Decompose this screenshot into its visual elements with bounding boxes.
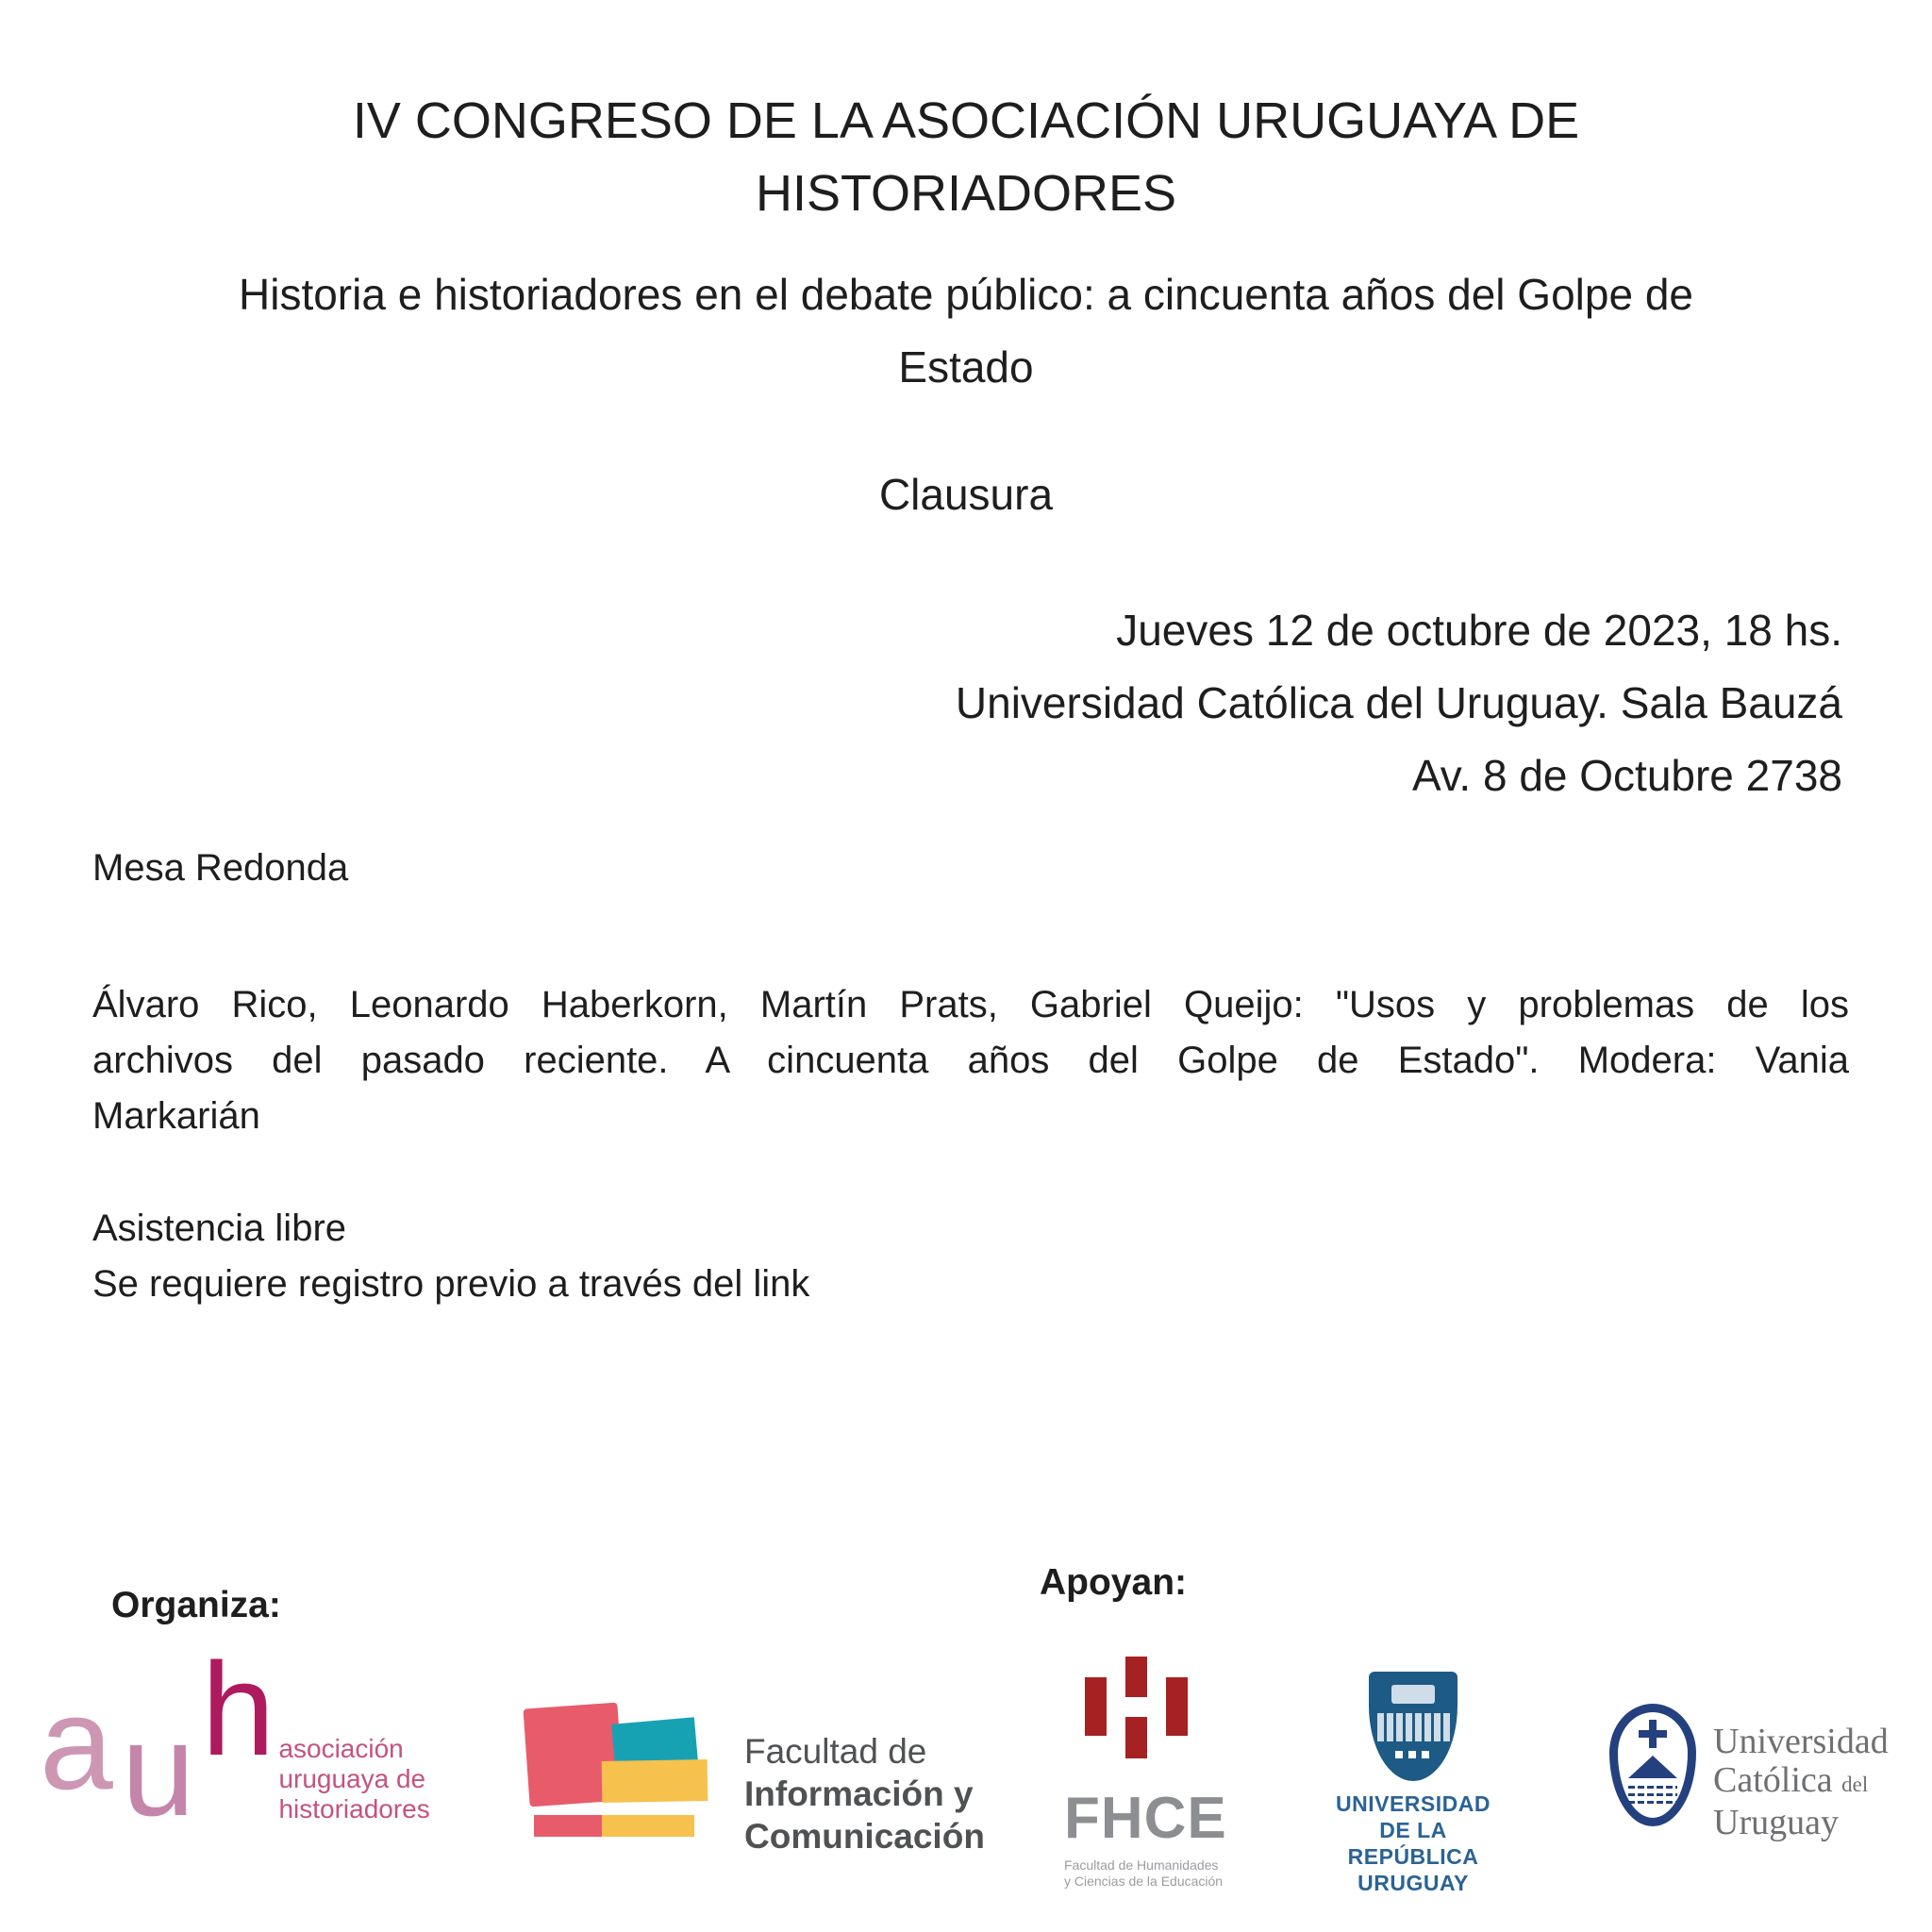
congress-subtitle-line-2: Estado xyxy=(898,342,1034,391)
organiza-label: Organiza: xyxy=(111,1585,281,1625)
udelar-columns-band xyxy=(1374,1713,1452,1741)
fic-name-line-1: Facultad de xyxy=(744,1732,927,1771)
fhce-bar-mid-top xyxy=(1125,1657,1147,1697)
roundtable-line-3: Markarián xyxy=(92,1095,260,1137)
attendance-note: Asistencia libre xyxy=(92,1208,347,1249)
fic-logo-mark xyxy=(521,1698,714,1844)
auh-letter-a: a xyxy=(40,1669,102,1817)
fhce-bar-mid-bottom xyxy=(1125,1717,1147,1758)
auh-name-line-2: uruguaya de xyxy=(278,1764,426,1793)
fic-logo-text xyxy=(744,1730,985,1857)
auh-logo-mark xyxy=(40,1635,264,1843)
auh-letter-h: h xyxy=(201,1635,264,1783)
mountain-icon xyxy=(1628,1756,1677,1778)
udelar-logo-text xyxy=(1319,1790,1507,1896)
ucu-emblem-icon xyxy=(1609,1704,1696,1826)
event-details xyxy=(0,594,1932,812)
event-venue: Universidad Católica del Uruguay. Sala Bauzá xyxy=(955,678,1842,727)
attendance-block xyxy=(0,1201,1932,1312)
ucu-logo-text xyxy=(1713,1723,1889,1842)
auh-letter-u: u xyxy=(121,1695,184,1843)
fic-name-line-2: Información y xyxy=(744,1774,974,1813)
section-heading: Mesa Redonda xyxy=(92,847,349,889)
udelar-shield-icon xyxy=(1369,1672,1457,1781)
auh-logo xyxy=(40,1635,430,1843)
congress-title-line-2: HISTORIADORES xyxy=(755,165,1177,222)
fhce-name-line-1: Facultad de Humanidades xyxy=(1064,1857,1219,1873)
cross-icon xyxy=(1639,1720,1667,1748)
roundtable-paragraph xyxy=(0,977,1932,1144)
event-datetime: Jueves 12 de octubre de 2023, 18 hs. xyxy=(1116,606,1842,655)
udelar-name-line-1: UNIVERSIDAD xyxy=(1336,1791,1491,1816)
udelar-dots xyxy=(1395,1751,1429,1758)
waves-icon xyxy=(1628,1786,1677,1808)
udelar-name-line-3: URUGUAY xyxy=(1357,1871,1469,1895)
fhce-logo-text xyxy=(1064,1857,1234,1890)
roundtable-line-1: Álvaro Rico, Leonardo Haberkorn, Martín Prats, Gabriel Queijo: "Usos y problemas de los xyxy=(92,984,1849,1025)
fic-logo xyxy=(521,1698,985,1857)
udelar-pediment xyxy=(1391,1685,1435,1704)
ucu-name-del: del xyxy=(1841,1773,1869,1796)
fic-bottom-red-bar xyxy=(534,1815,602,1837)
apoyan-label: Apoyan: xyxy=(1040,1562,1187,1603)
fic-yellow-shape xyxy=(602,1759,708,1803)
registration-note: Se requiere registro previo a través del link xyxy=(92,1263,810,1305)
congress-title-line-1: IV CONGRESO DE LA ASOCIACIÓN URUGUAYA DE xyxy=(352,92,1580,149)
event-address: Av. 8 de Octubre 2738 xyxy=(1411,751,1842,800)
fhce-logo xyxy=(1064,1657,1234,1890)
fhce-h-mark-icon xyxy=(1077,1657,1200,1758)
fhce-bar-left xyxy=(1085,1677,1107,1736)
udelar-logo xyxy=(1319,1672,1507,1896)
ucu-name-line-1: Universidad xyxy=(1713,1722,1889,1761)
fhce-name-line-2: y Ciencias de la Educación xyxy=(1064,1874,1224,1889)
congress-subtitle-line-1: Historia e historiadores en el debate público: a cincuenta años del Golpe de xyxy=(239,270,1693,319)
fhce-bar-right xyxy=(1166,1677,1188,1736)
congress-subtitle xyxy=(0,258,1932,404)
fic-name-line-3: Comunicación xyxy=(744,1817,985,1856)
fic-bottom-yellow-bar xyxy=(602,1815,694,1837)
session-name: Clausura xyxy=(878,470,1054,519)
auh-logo-text xyxy=(278,1734,429,1824)
auh-name-line-3: historiadores xyxy=(278,1794,430,1824)
ucu-name-catolica: Católica xyxy=(1713,1760,1833,1800)
auh-name-line-1: asociación xyxy=(278,1734,404,1763)
ucu-logo xyxy=(1609,1704,1889,1842)
ucu-name-line-3: Uruguay xyxy=(1713,1803,1839,1842)
udelar-name-line-2: DE LA REPÚBLICA xyxy=(1347,1818,1479,1869)
fhce-acronym: FHCE xyxy=(1064,1786,1227,1851)
ucu-name-line-2 xyxy=(1713,1761,1889,1804)
roundtable-line-2: archivos del pasado reciente. A cincuenta años del Golpe de Estado". Modera: Vania xyxy=(92,1040,1849,1081)
congress-title xyxy=(0,0,1932,230)
